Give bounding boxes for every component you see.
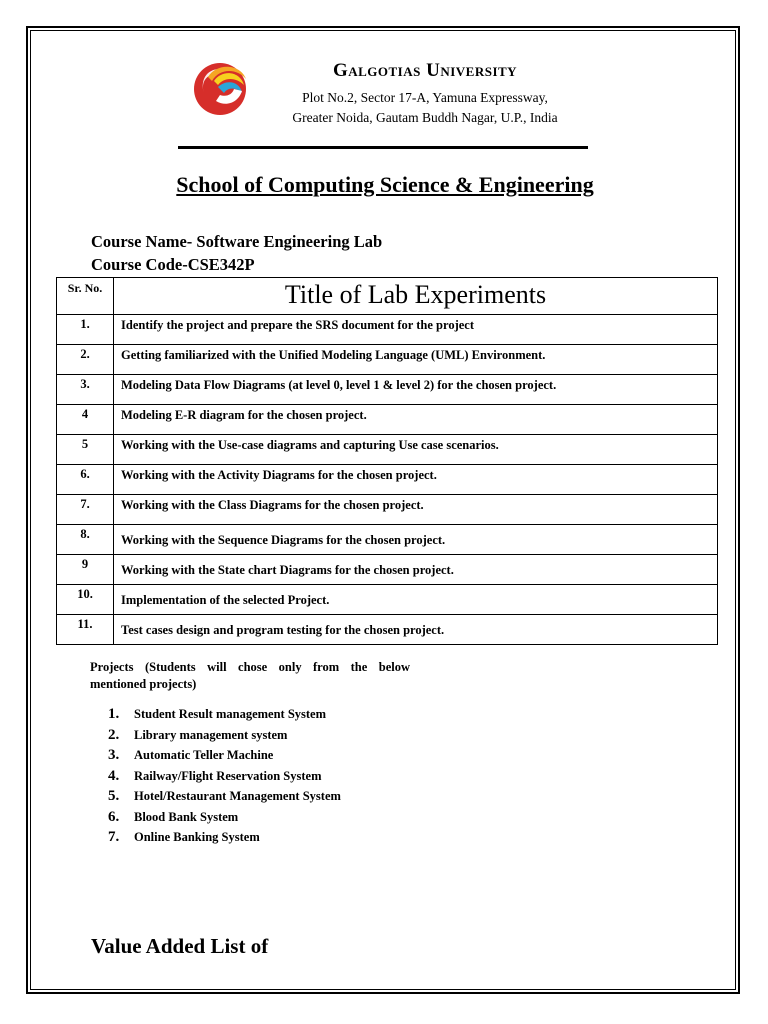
course-name: Course Name- Software Engineering Lab [91, 232, 383, 251]
lab-experiments-table [56, 277, 718, 645]
row-number: 10. [57, 585, 114, 615]
row-title: Working with the State chart Diagrams for the chosen project. [114, 555, 718, 585]
header-title: Title of Lab Experiments [114, 278, 718, 315]
list-item-number: 6. [108, 808, 120, 825]
row-number: 5 [57, 435, 114, 465]
table-header-row [57, 278, 718, 315]
university-address-line1: Plot No.2, Sector 17-A, Yamuna Expressway, [302, 90, 548, 105]
table-row [57, 315, 718, 345]
table-row [57, 435, 718, 465]
row-title: Working with the Class Diagrams for the chosen project. [114, 495, 718, 525]
list-item-number: 2. [108, 726, 120, 743]
row-title: Working with the Activity Diagrams for the chosen project. [114, 465, 718, 495]
list-item-label: Railway/Flight Reservation System [134, 768, 322, 783]
table-row [57, 495, 718, 525]
list-item [108, 788, 341, 809]
row-title: Working with the Use-case diagrams and capturing Use case scenarios. [114, 435, 718, 465]
value-added-heading: Value Added List of [91, 934, 269, 958]
table-row [57, 375, 718, 405]
row-number: 6. [57, 465, 114, 495]
university-logo-icon [190, 55, 254, 119]
row-number: 7. [57, 495, 114, 525]
table-row [57, 585, 718, 615]
row-title: Working with the Sequence Diagrams for the chosen project. [114, 525, 718, 555]
list-item [108, 768, 341, 789]
list-item-number: 7. [108, 829, 120, 845]
list-item [108, 829, 341, 850]
row-title: Modeling Data Flow Diagrams (at level 0, level 1 & level 2) for the chosen project. [114, 375, 718, 405]
list-item-label: Student Result management System [134, 707, 327, 721]
table-row [57, 345, 718, 375]
list-item-label: Automatic Teller Machine [134, 748, 274, 762]
list-item-number: 3. [108, 747, 120, 763]
table-row [57, 465, 718, 495]
projects-list [108, 706, 341, 850]
table-row [57, 525, 718, 555]
row-title: Identify the project and prepare the SRS document for the project [114, 315, 718, 345]
header-sr-no: Sr. No. [57, 278, 114, 315]
list-item [108, 727, 341, 748]
projects-intro: Projects (Students will chose only from the below mentioned projects) [90, 660, 410, 691]
row-number: 2. [57, 345, 114, 375]
list-item-label: Blood Bank System [134, 809, 239, 824]
school-title: School of Computing Science & Engineering [176, 172, 594, 197]
row-title: Getting familiarized with the Unified Modeling Language (UML) Environment. [114, 345, 718, 375]
row-title: Test cases design and program testing for the chosen project. [114, 615, 718, 645]
header-divider [178, 146, 588, 149]
table-row [57, 405, 718, 435]
course-code: Course Code-CSE342P [91, 255, 255, 274]
list-item [108, 747, 341, 768]
row-number: 8. [57, 525, 114, 555]
row-number: 11. [57, 615, 114, 645]
table-row [57, 555, 718, 585]
list-item-number: 5. [108, 788, 120, 804]
row-number: 4 [57, 405, 114, 435]
row-title: Modeling E-R diagram for the chosen project. [114, 405, 718, 435]
row-number: 1. [57, 315, 114, 345]
list-item [108, 706, 341, 727]
list-item [108, 809, 341, 830]
list-item-number: 1. [108, 706, 120, 722]
university-address-line2: Greater Noida, Gautam Buddh Nagar, U.P., India [292, 110, 558, 125]
table-row [57, 615, 718, 645]
row-title: Implementation of the selected Project. [114, 585, 718, 615]
university-name: Galgotias University [332, 60, 518, 81]
list-item-label: Library management system [134, 727, 288, 742]
list-item-number: 4. [108, 767, 120, 784]
row-number: 9 [57, 555, 114, 585]
row-number: 3. [57, 375, 114, 405]
list-item-label: Hotel/Restaurant Management System [134, 789, 341, 803]
list-item-label: Online Banking System [134, 830, 260, 844]
